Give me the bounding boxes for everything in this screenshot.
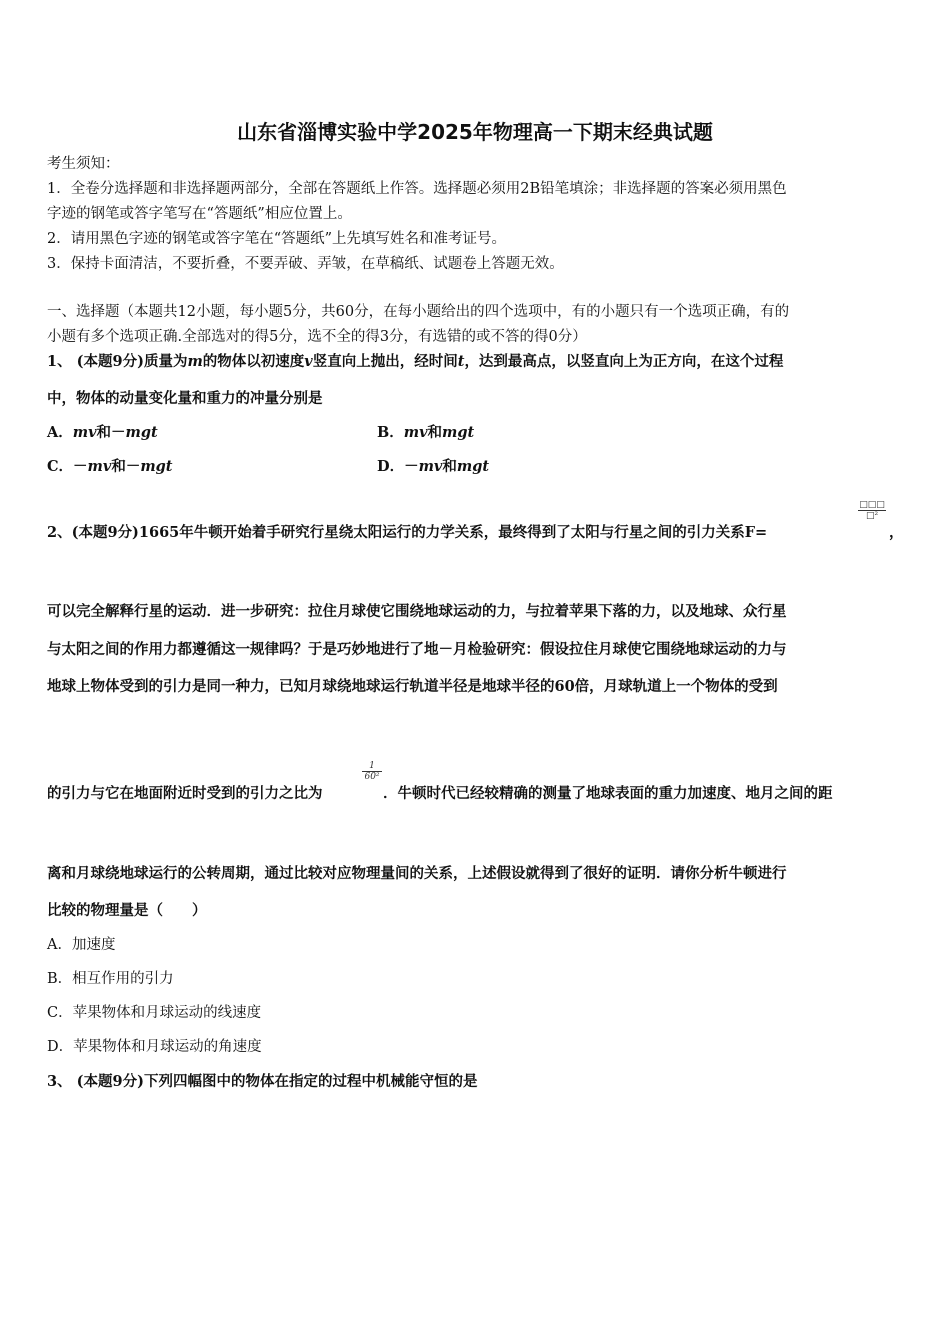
formula-numerator: □□□ <box>859 500 885 510</box>
q1-var-v: v <box>304 353 313 370</box>
q1-option-d[interactable] <box>377 458 489 476</box>
option-joiner: 和 <box>427 424 443 441</box>
q2-option-b[interactable]: B．相互作用的引力 <box>47 971 174 987</box>
notice-item-2: 2．请用黑色字迹的钢笔或答字笔在“答题纸”上先填写姓名和准考证号。 <box>47 231 507 247</box>
q2-stem-7: 比较的物理量是（ ） <box>47 902 207 919</box>
gravitation-formula <box>858 500 886 521</box>
q2-stem-5a: 的引力与它在地面附近时受到的引力之比为 <box>47 785 323 802</box>
force-ratio <box>362 761 382 782</box>
q1-text-1: 1、 (本题9分)质量为 <box>47 353 188 370</box>
q2-stem-3: 与太阳之间的作用力都遵循这一规律吗？于是巧妙地进行了地－月检验研究：假设拉住月球使它围绕地球运动的力与 <box>47 641 787 658</box>
q2-option-d[interactable]: D．苹果物体和月球运动的角速度 <box>47 1039 262 1055</box>
q3-stem: 3、 (本题9分)下列四幅图中的物体在指定的过程中机械能守恒的是 <box>47 1073 478 1090</box>
option-joiner: 和－ <box>96 424 126 441</box>
option-term-1: mv <box>87 458 112 475</box>
q1-text-3: 竖直向上抛出，经时间 <box>312 353 458 370</box>
ratio-denominator: 60² <box>364 772 380 782</box>
option-term-2: mgt <box>456 458 490 475</box>
notice-item-3: 3．保持卡面清洁，不要折叠，不要弄破、弄皱，在草稿纸、试题卷上答题无效。 <box>47 256 564 272</box>
q1-stem-2: 中，物体的动量变化量和重力的冲量分别是 <box>47 390 323 407</box>
option-term-1: mv <box>72 424 97 441</box>
option-label: D．－ <box>377 458 419 475</box>
q1-option-c[interactable] <box>47 458 173 476</box>
option-term-1: mv <box>403 424 428 441</box>
section-instructions-1: 一、选择题（本题共12小题，每小题5分，共60分，在每小题给出的四个选项中，有的小题只有一个选项正确，有的 <box>47 304 790 320</box>
q1-option-a[interactable] <box>47 424 158 442</box>
q2-stem-1-end: ， <box>889 524 904 541</box>
notice-item-1-cont: 字迹的钢笔或答字笔写在“答题纸”相应位置上。 <box>47 206 352 222</box>
option-label: C．－ <box>47 458 88 475</box>
ratio-numerator: 1 <box>362 761 382 772</box>
q1-stem <box>47 353 783 371</box>
q2-stem-1: 2、(本题9分)1665年牛顿开始着手研究行星绕太阳运行的力学关系，最终得到了太阳与行星之间的引力关系F= <box>47 524 768 541</box>
option-joiner: 和 <box>442 458 457 475</box>
notice-heading: 考生须知： <box>47 156 120 172</box>
q2-stem-5b: ．牛顿时代已经较精确的测量了地球表面的重力加速度、地月之间的距 <box>383 785 833 802</box>
option-term-2: mgt <box>442 424 475 441</box>
q2-stem-4: 地球上物体受到的引力是同一种力，已知月球绕地球运行轨道半径是地球半径的60倍，月球轨道上一个物体的受到 <box>47 678 778 695</box>
notice-item-1: 1．全卷分选择题和非选择题两部分，全部在答题纸上作答。选择题必须用2B铅笔填涂；非选择题的答案必须用黑色 <box>47 181 787 197</box>
q1-var-t: t <box>457 353 465 370</box>
option-label: B． <box>377 424 404 441</box>
option-term-2: mgt <box>125 424 158 441</box>
q2-option-a[interactable]: A．加速度 <box>47 937 116 953</box>
q2-stem-6: 离和月球绕地球运行的公转周期，通过比较对应物理量间的关系，上述假设就得到了很好的证明．请你分析牛顿进行 <box>47 865 787 882</box>
option-joiner: 和－ <box>111 458 141 475</box>
q1-option-b[interactable] <box>377 424 474 442</box>
q1-text-4: ，达到最高点，以竖直向上为正方向，在这个过程 <box>464 353 784 370</box>
q1-var-m: m <box>187 353 203 370</box>
q2-option-c[interactable]: C．苹果物体和月球运动的线速度 <box>47 1005 262 1021</box>
option-term-2: mgt <box>140 458 173 475</box>
section-instructions-2: 小题有多个选项正确.全部选对的得5分，选不全的得3分，有选错的或不答的得0分） <box>47 329 587 345</box>
q1-text-2: 的物体以初速度 <box>202 353 305 370</box>
option-term-1: mv <box>418 458 443 475</box>
q2-stem-2: 可以完全解释行星的运动．进一步研究：拉住月球使它围绕地球运动的力，与拉着苹果下落的力，以及地球、众行星 <box>47 603 787 620</box>
formula-denominator: □² <box>865 511 879 521</box>
page-title: 山东省淄博实验中学2025年物理高一下期末经典试题 <box>237 120 713 144</box>
option-label: A． <box>47 424 73 441</box>
